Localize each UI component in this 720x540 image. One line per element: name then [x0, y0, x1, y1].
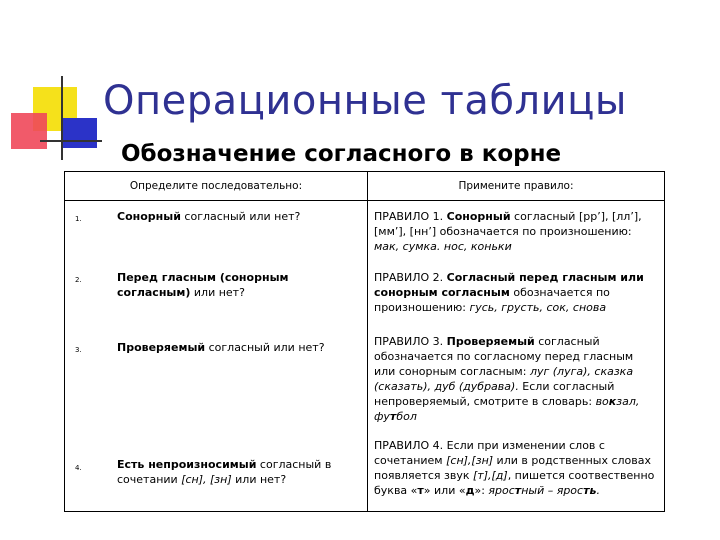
rule-text: » или « — [423, 484, 466, 497]
rule-letter: т — [389, 410, 397, 423]
step-text-tail: или нет? — [231, 473, 287, 486]
rule-text: ПРАВИЛО 3. — [374, 335, 447, 348]
rule-text: или в родственных словах появляется звук — [374, 454, 652, 482]
step-italic: [сн], [зн] — [181, 473, 232, 486]
rule-text: »: — [474, 484, 489, 497]
decor-red-square — [11, 113, 47, 149]
rule-text: ПРАВИЛО 4. Если при изменении слов с сочетанием — [374, 439, 605, 467]
rule-letter: т — [514, 484, 522, 497]
step-2 — [75, 270, 359, 300]
rule-bold: Согласный перед гласным или сонорным согласным — [374, 271, 644, 299]
rule-4 — [374, 438, 656, 498]
step-bold: Сонорный — [117, 210, 181, 223]
decor-horizontal-line — [40, 140, 102, 142]
decor-vertical-line — [61, 76, 63, 160]
rule-word: во — [595, 395, 609, 408]
rule-text: , пишется соотвественно буква « — [374, 469, 655, 497]
rule-2 — [374, 270, 656, 315]
rule-text: обозначается по произношению: — [374, 286, 610, 314]
rule-word: . — [596, 484, 600, 497]
rule-letter: ть — [583, 484, 597, 497]
rule-word: бол — [396, 410, 417, 423]
operations-table — [64, 171, 665, 512]
step-bold: Проверяемый — [117, 341, 206, 354]
slide-subtitle: Обозначение согласного в корне — [121, 141, 562, 167]
rule-italic: [т],[д] — [473, 469, 508, 482]
rule-word: ный – ярос — [521, 484, 584, 497]
rule-word: ярос — [488, 484, 515, 497]
step-number: 2. — [75, 276, 82, 284]
step-text: согласный или нет? — [205, 341, 325, 354]
step-3 — [75, 340, 359, 355]
step-bold: Перед гласным (сонорным согласным) — [117, 271, 289, 299]
rule-examples: луг (луга), сказка (сказать), дуб (дубрава). — [374, 365, 634, 393]
rule-3 — [374, 334, 656, 424]
rule-text: согласный обозначается по согласному перед гласным или сонорным согласным: — [374, 335, 634, 378]
slide-title: Операционные таблицы — [103, 78, 627, 124]
decor-blue-square — [63, 118, 97, 148]
rule-text: Если согласный непроверяемый, смотрите в словарь: — [374, 380, 615, 408]
header-determine: Определите последовательно: — [65, 172, 368, 201]
step-text: или нет? — [190, 286, 245, 299]
step-text: согласный в сочетании — [117, 458, 332, 486]
rule-1 — [374, 209, 656, 254]
rule-text: ПРАВИЛО 2. — [374, 271, 447, 284]
rules-cell — [368, 201, 665, 512]
rule-examples: мак, сумка. нос, коньки — [374, 240, 512, 253]
table-header-row — [65, 172, 665, 201]
rule-letter: т — [417, 484, 424, 497]
step-1 — [75, 209, 359, 224]
table-body-row — [65, 201, 665, 512]
step-number: 3. — [75, 346, 82, 354]
rule-text: согласный [рр’], [лл’], [мм’], [нн’] обозначается по произношению: — [374, 210, 642, 238]
step-number: 4. — [75, 464, 82, 472]
step-4 — [75, 457, 359, 487]
rule-word: зал, фу — [374, 395, 640, 423]
rule-italic: [сн],[зн] — [446, 454, 494, 467]
step-number: 1. — [75, 215, 82, 223]
rule-letter: к — [608, 395, 617, 408]
rule-bold: Проверяемый — [446, 335, 535, 348]
header-apply-rule: Примените правило: — [368, 172, 665, 201]
rule-text: ПРАВИЛО 1. — [374, 210, 447, 223]
step-text: согласный или нет? — [180, 210, 301, 223]
rule-examples: гусь, грусть, сок, снова — [469, 301, 607, 314]
rule-bold: Сонорный — [446, 210, 511, 223]
step-bold: Есть непроизносимый — [117, 458, 257, 471]
rule-letter: д — [465, 484, 475, 497]
steps-cell — [65, 201, 368, 512]
